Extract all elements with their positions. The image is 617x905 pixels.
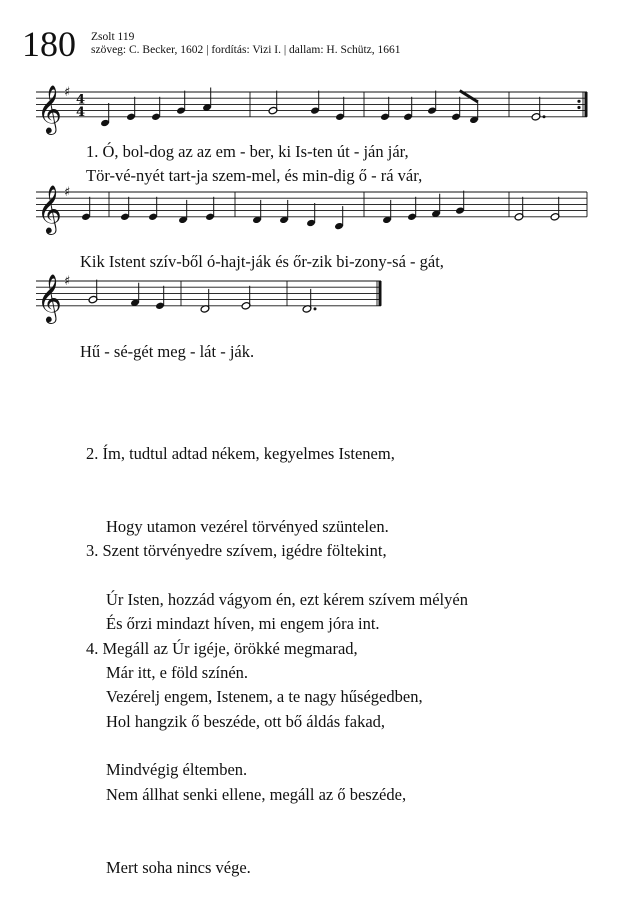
- lyrics-line-2: Tör-vé-nyét tart-ja szem-mel, és min-dig ő - rá vár,: [86, 166, 423, 185]
- stanza-line: Úr Isten, hozzád vágyom én, ezt kérem szívem mélyén: [106, 590, 468, 610]
- dot: [543, 115, 546, 118]
- stanza-line: Vezérelj engem, Istenem, a te nagy hűségedben,: [106, 687, 423, 707]
- lyrics-line-3: Kik Istent szív-ből ó-hajt-ják és őr-zik bi-zony-sá - gát,: [80, 252, 444, 271]
- stanza-line: Már itt, e föld színén.: [106, 663, 249, 683]
- treble-clef-icon: 𝄞: [37, 183, 62, 233]
- stanza-line: Mert soha nincs vége.: [106, 858, 251, 878]
- sharp-icon: ♯: [64, 274, 71, 289]
- treble-clef-icon: 𝄞: [37, 83, 62, 133]
- stanza-line: És őrzi mindazt híven, mi engem jóra int.: [106, 614, 380, 634]
- repeat-dot: [577, 100, 580, 103]
- time-signature-bottom: 4: [76, 104, 86, 120]
- stanza-line: 2. Ím, tudtul adtad nékem, kegyelmes Istenem,: [86, 443, 395, 463]
- stanza-line: Mindvégig éltemben.: [106, 760, 248, 780]
- credits-line: szöveg: C. Becker, 1602 | fordítás: Vizi I. | dallam: H. Schütz, 1661: [91, 44, 401, 56]
- sharp-icon: ♯: [64, 185, 71, 200]
- stanza-line: Nem állhat senki ellene, megáll az ő beszéde,: [106, 785, 407, 805]
- time-signature-top: 4: [76, 92, 86, 108]
- treble-clef-icon: 𝄞: [37, 272, 62, 322]
- stanza-number: 2.: [86, 443, 99, 463]
- final-bar: [585, 92, 588, 117]
- stanza-line: 4. Megáll az Úr igéje, örökké megmarad,: [86, 638, 358, 658]
- final-bar: [379, 281, 382, 306]
- hymn-number: 180: [22, 24, 76, 64]
- stanza-number: 4.: [86, 638, 99, 658]
- staff-system-3: [36, 273, 382, 324]
- stanza-line: Hogy utamon vezérel törvényed szüntelen.: [106, 517, 389, 537]
- staff-system-1: [36, 84, 588, 135]
- staff-system-2: [36, 184, 587, 235]
- lyrics-line-4: Hű - sé-gét meg - lát - ják.: [80, 342, 255, 361]
- stanza-line: Hol hangzik ő beszéde, ott bő áldás fakad,: [106, 712, 386, 732]
- psalm-reference: Zsolt 119: [91, 31, 135, 43]
- lyrics-line-1: 1. Ó, bol-dog az az em - ber, ki Is-ten út - ján jár,: [86, 142, 409, 161]
- repeat-dot: [577, 106, 580, 109]
- sharp-icon: ♯: [64, 85, 71, 100]
- dot: [314, 307, 317, 310]
- stanza-line: 3. Szent törvényedre szívem, igédre föltekint,: [86, 540, 387, 560]
- stanza-number: 3.: [86, 540, 99, 560]
- stanza-4: [86, 588, 406, 905]
